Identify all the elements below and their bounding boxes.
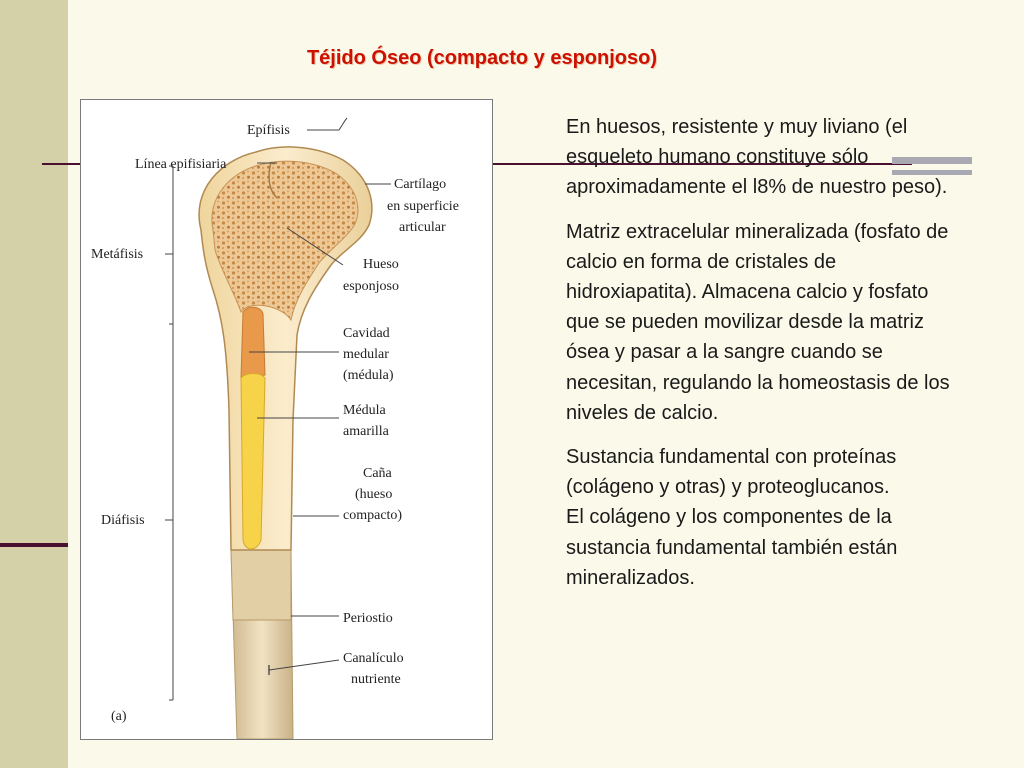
yellow-marrow [241, 374, 265, 550]
paragraph-3b: El colágeno y los componentes de la sustancia fundamental también están mineralizados. [566, 506, 898, 589]
label-linea: Línea epifisiaria [135, 157, 227, 172]
text-column [566, 112, 956, 607]
paragraph-2: Matriz extracelular mineralizada (fosfato de calcio en forma de cristales de hidroxiapatita). Almacena calcio y fosfato que se pueden movilizar desde la matriz ósea y pasar a la sangre cuando se necesitan, regulando la homeostasis de los niveles de calcio. [566, 220, 950, 424]
label-hueso-1: Hueso [363, 257, 399, 272]
label-cartilago-1: Cartílago [394, 177, 447, 192]
label-epifisis: Epífisis [247, 123, 290, 138]
paragraph-1: En huesos, resistente y muy liviano (el esqueleto humano constituye sólo aproximadamente el l8% de nuestro peso). [566, 116, 948, 199]
label-medula-1: Médula [343, 403, 386, 418]
label-cana-1: Caña [363, 466, 392, 481]
slide-title: Téjido Óseo (compacto y esponjoso) [306, 47, 658, 69]
bone-illustration [81, 100, 492, 739]
label-periostio: Periostio [343, 611, 393, 626]
label-diafisis: Diáfisis [101, 513, 145, 528]
label-medula-2: amarilla [343, 424, 389, 439]
label-canal-1: Canalículo [343, 651, 404, 666]
label-cavidad-1: Cavidad [343, 326, 390, 341]
label-cana-3: compacto) [343, 508, 403, 523]
brace-lines [165, 166, 173, 700]
label-cavidad-2: medular [343, 347, 389, 362]
label-cavidad-3: (médula) [343, 368, 394, 383]
left-decorative-band [0, 0, 68, 768]
periosteum-band [231, 550, 291, 620]
bone-diagram [80, 99, 493, 740]
label-canal-2: nutriente [351, 672, 401, 687]
figure-tag: (a) [111, 709, 127, 724]
rule-line-left [42, 163, 82, 165]
label-hueso-2: esponjoso [343, 279, 399, 294]
paragraph-3a: Sustancia fundamental con proteínas (colágeno y otras) y proteoglucanos. [566, 446, 897, 499]
band-divider [0, 543, 68, 547]
label-cana-2: (hueso [355, 487, 393, 502]
label-cartilago-3: articular [399, 220, 446, 235]
label-metafisis: Metáfisis [91, 247, 144, 262]
label-cartilago-2: en superficie [387, 199, 459, 214]
marrow-cavity [241, 307, 265, 378]
